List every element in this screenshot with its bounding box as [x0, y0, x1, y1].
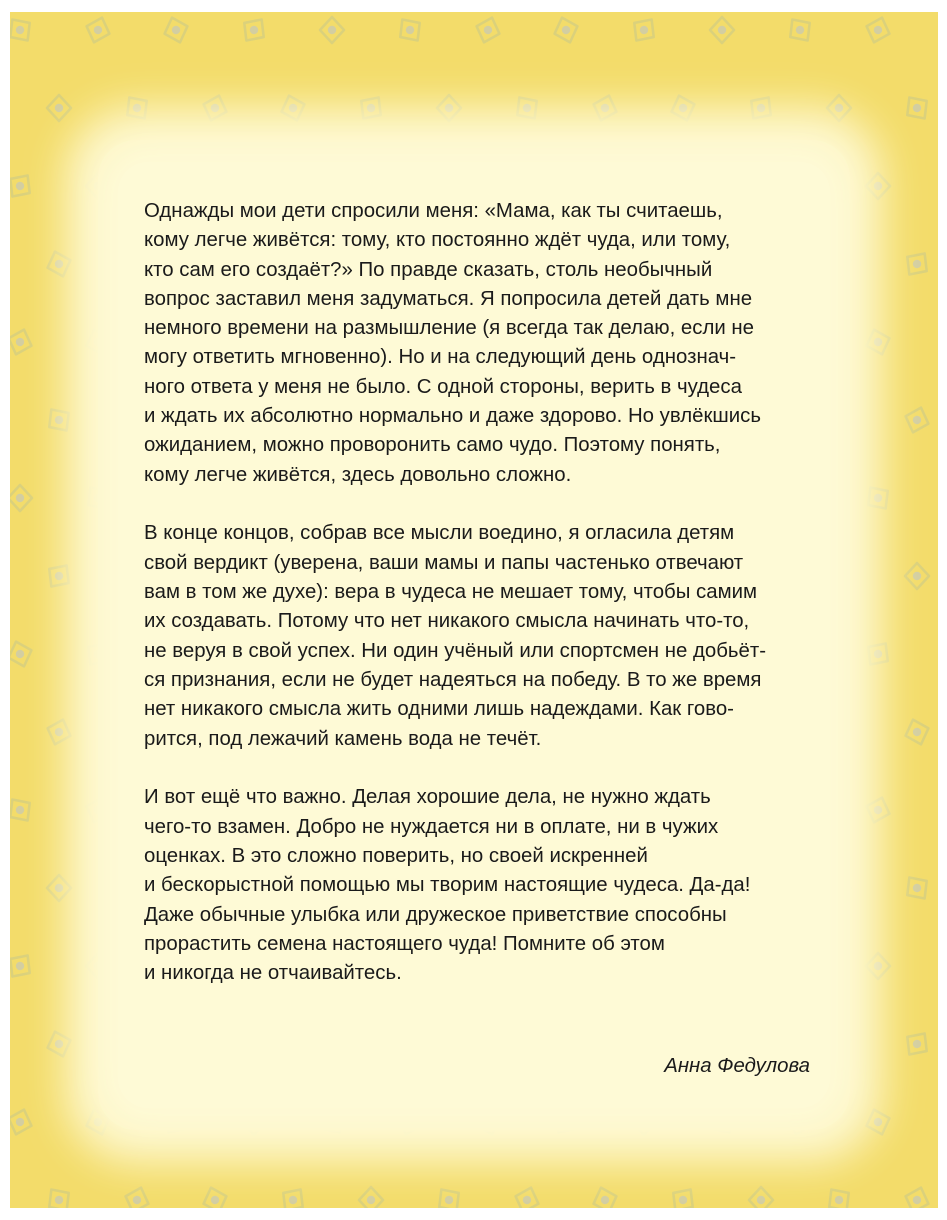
paragraph-gap — [144, 490, 834, 520]
text-line: ожиданием, можно проворонить само чудо. Поэтому понять, — [144, 434, 721, 457]
pattern-motif — [161, 14, 192, 46]
page-background — [10, 12, 938, 1208]
pattern-motif — [10, 12, 37, 47]
pattern-motif — [902, 716, 933, 748]
text-line: кому легче живётся: тому, кто постоянно ждёт чуда, или тому, — [144, 229, 731, 252]
pattern-motif — [900, 1026, 935, 1061]
pattern-motif — [200, 1184, 231, 1208]
author-signature: Анна Федулова — [664, 1055, 810, 1077]
text-line: не веруя в свой успех. Ни один учёный или спортсмен не добьёт- — [144, 639, 767, 662]
paragraph-gap — [144, 754, 834, 784]
text-line: их создавать. Потому что нет никакого смысла начинать что-то, — [144, 610, 750, 633]
text-line: кто сам его создаёт?» По правде сказать, столь необычный — [144, 258, 713, 281]
pattern-motif — [359, 1187, 383, 1208]
text-line: чего-то взамен. Добро не нуждается ни в оплате, ни в чужих — [144, 815, 719, 838]
pattern-motif — [902, 1184, 933, 1208]
pattern-motif — [905, 563, 929, 589]
pattern-motif — [10, 326, 35, 358]
pattern-motif — [276, 1182, 311, 1208]
pattern-motif — [863, 794, 894, 826]
pattern-motif — [590, 1184, 621, 1208]
text-line: свой вердикт (уверена, ваши мамы и папы частенько отвечают — [144, 551, 744, 574]
pattern-motif — [200, 92, 231, 124]
pattern-motif — [668, 92, 699, 124]
pattern-motif — [83, 14, 114, 46]
text-line: вам в том же духе): вера в чудеса не мешает тому, чтобы самим — [144, 581, 758, 604]
pattern-motif — [122, 1184, 153, 1208]
pattern-motif — [120, 90, 155, 125]
pattern-motif — [393, 12, 428, 47]
pattern-motif — [44, 716, 75, 748]
pattern-motif — [437, 95, 461, 121]
pattern-motif — [627, 12, 662, 47]
pattern-motif — [749, 1187, 773, 1208]
pattern-motif — [320, 17, 344, 43]
pattern-motif — [512, 1184, 543, 1208]
text-line: и ждать их абсолютно нормально и даже здорово. Но увлёкшись — [144, 405, 761, 428]
pattern-motif — [666, 1182, 701, 1208]
pattern-motif — [47, 95, 71, 121]
pattern-motif — [432, 1182, 467, 1208]
text-line: В конце концов, собрав все мысли воедино, я огласила детям — [144, 522, 735, 545]
text-line: И вот ещё что важно. Делая хорошие дела, не нужно ждать — [144, 786, 711, 809]
pattern-motif — [900, 870, 935, 905]
pattern-motif — [866, 173, 890, 199]
pattern-motif — [10, 792, 37, 827]
pattern-motif — [551, 14, 582, 46]
pattern-motif — [861, 480, 896, 515]
text-line: вопрос заставил меня задуматься. Я попросила детей дать мне — [144, 287, 753, 310]
pattern-motif — [822, 1182, 857, 1208]
text-line: кому легче живётся, здесь довольно сложно. — [144, 463, 572, 486]
paragraph-2 — [144, 519, 834, 753]
text-line: Однажды мои дети спросили меня: «Мама, как ты считаешь, — [144, 200, 723, 222]
pattern-motif — [47, 875, 71, 901]
pattern-motif — [590, 92, 621, 124]
letter-body — [144, 197, 834, 988]
text-line: нет никакого смысла жить одними лишь надеждами. Как гово- — [144, 698, 734, 721]
pattern-motif — [866, 953, 890, 979]
text-line: рится, под лежачий камень вода не течёт. — [144, 727, 542, 750]
pattern-motif — [473, 14, 504, 46]
pattern-motif — [237, 12, 272, 47]
text-line: прорастить семена настоящего чуда! Помните об этом — [144, 932, 665, 955]
pattern-motif — [863, 14, 894, 46]
text-line: оценках. В это сложно поверить, но своей искренней — [144, 844, 648, 867]
paragraph-1 — [144, 197, 834, 490]
pattern-motif — [10, 485, 32, 511]
pattern-motif — [278, 92, 309, 124]
pattern-motif — [827, 95, 851, 121]
pattern-motif — [42, 1182, 77, 1208]
pattern-motif — [900, 246, 935, 281]
text-line: Даже обычные улыбка или дружеское приветствие способны — [144, 903, 727, 926]
pattern-motif — [10, 1106, 35, 1138]
pattern-motif — [354, 90, 389, 125]
pattern-motif — [42, 402, 77, 437]
paragraph-3 — [144, 783, 834, 988]
pattern-motif — [510, 90, 545, 125]
pattern-motif — [44, 1028, 75, 1060]
pattern-motif — [863, 326, 894, 358]
pattern-motif — [783, 12, 818, 47]
pattern-motif — [861, 636, 896, 671]
pattern-motif — [10, 948, 37, 983]
pattern-motif — [902, 404, 933, 436]
pattern-motif — [44, 248, 75, 280]
pattern-motif — [710, 17, 734, 43]
text-line: немного времени на размышление (я всегда так делаю, если не — [144, 317, 755, 340]
text-line: ся признания, если не будет надеяться на победу. В то же время — [144, 668, 762, 691]
pattern-motif — [10, 638, 35, 670]
text-line: и бескорыстной помощью мы творим настоящие чудеса. Да-да! — [144, 874, 751, 897]
pattern-motif — [744, 90, 779, 125]
text-line: и никогда не отчаивайтесь. — [144, 962, 402, 985]
text-line: ного ответа у меня не было. С одной стороны, верить в чудеса — [144, 375, 742, 398]
pattern-motif — [863, 1106, 894, 1138]
pattern-motif — [10, 168, 37, 203]
pattern-motif — [900, 90, 935, 125]
text-line: могу ответить мгновенно). Но и на следующий день однознач- — [144, 346, 737, 369]
pattern-motif — [42, 558, 77, 593]
